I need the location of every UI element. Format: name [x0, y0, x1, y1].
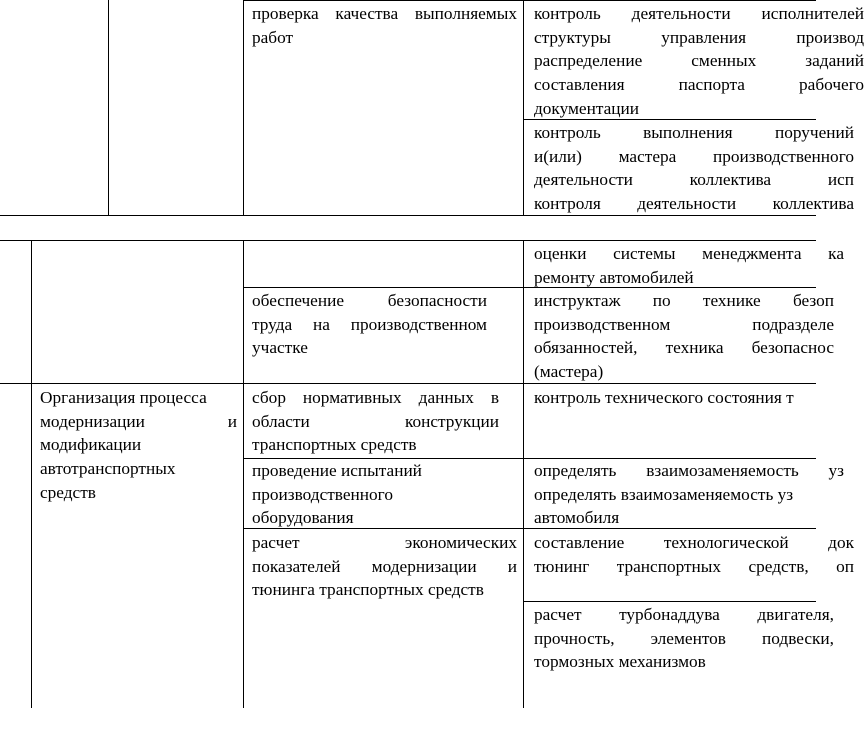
row-divider	[523, 601, 816, 602]
table-top-border	[243, 0, 816, 1]
content-cell-technical-condition: контроль технического состояния т	[534, 388, 794, 407]
work-cell-normative-data: сбор нормативных данных в области конструкции транспортных средств	[252, 388, 499, 455]
content-cell-assignment-control: контроль выполнения поручений и(или) мастера производственного деятельности коллектива исп контроля деятельности коллектива	[534, 123, 854, 214]
work-cell-economic-calc: расчет экономических показателей модернизации и тюнинга транспортных средств	[252, 533, 517, 600]
work-cell-labor-safety: обеспечение безопасности труда на производственном участке	[252, 291, 487, 358]
content-cell-turbo-calc: расчет турбонаддува двигателя, прочность, элементов подвески, тормозных механизмов	[534, 605, 834, 672]
content-cell-safety-briefing: инструктаж по технике безоп производственном подразделе обязанностей, техника безопаснос (мастера)	[534, 291, 834, 382]
content-cell-tech-documentation: составление технологической док тюнинг транспортных средств, оп	[534, 533, 854, 576]
work-cell-equipment-testing: проведение испытаний производственного оборудования	[252, 461, 422, 528]
table-top-border	[0, 240, 816, 241]
col-line	[108, 0, 109, 215]
work-cell-quality-check: проверка качества выполняемых работ	[252, 4, 517, 47]
content-cell-interchangeability: определять взаимозаменяемость уз определять взаимозаменяемость уз автомобиля	[534, 461, 844, 528]
content-cell-quality-system: оценки системы менеджмента ка ремонту автомобилей	[534, 244, 844, 287]
section-title-modernization: Организация процесса модернизации и модификации автотранспортных средств	[40, 388, 237, 502]
content-cell-executor-control: контроль деятельности исполнителей структуры управления производ распределение сменных заданий составления паспорта рабочего документации	[534, 4, 864, 118]
